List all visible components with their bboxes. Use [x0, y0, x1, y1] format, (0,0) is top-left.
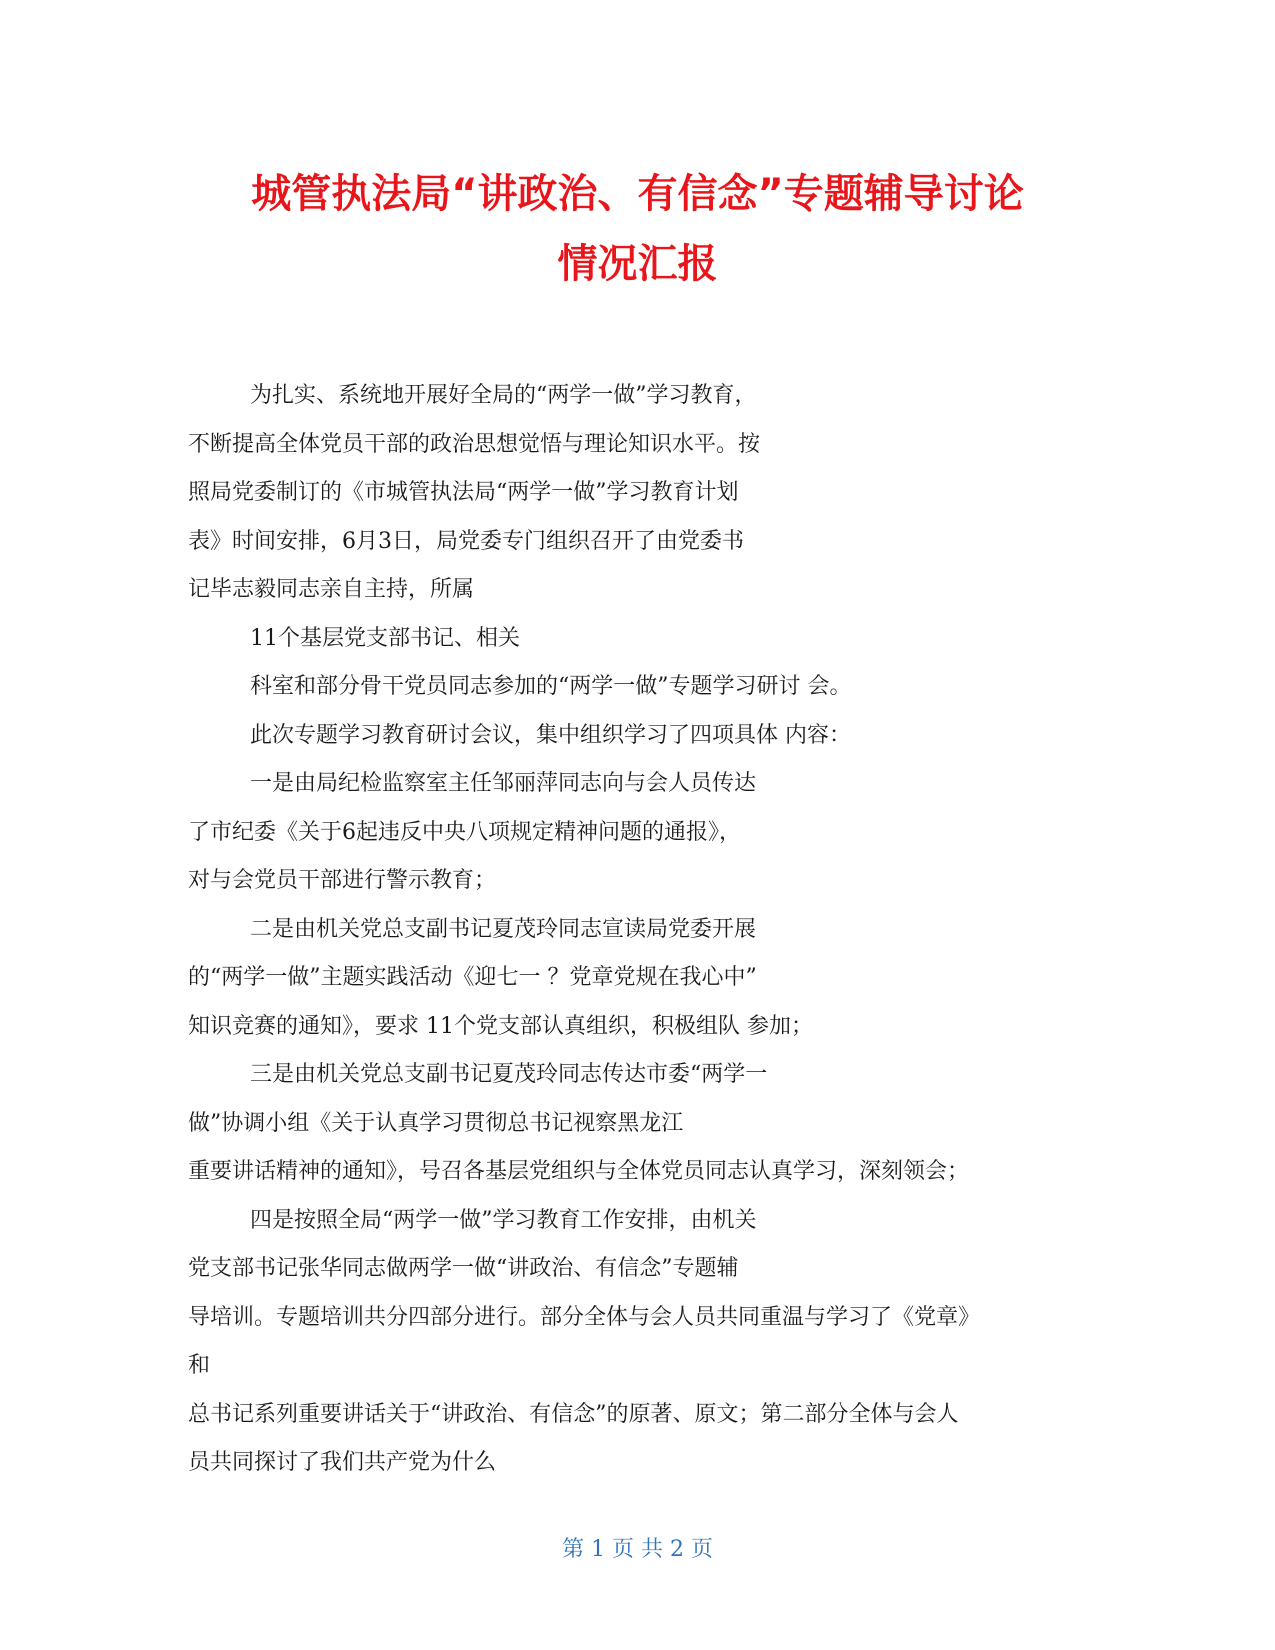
- body-line: 一是由局纪检监察室主任邹丽萍同志向与会人员传达: [250, 771, 757, 796]
- body-line: 知识竞赛的通知》，要求 11个党支部认真组织，积极组队 参加；: [188, 1013, 813, 1039]
- body-line: 重要讲话精神的通知》，号召各基层党组织与全体党员同志认真学习，深刻领会；: [188, 1159, 970, 1184]
- body-line: 照局党委制订的《市城管执法局“两学一做”学习教育计划: [188, 480, 739, 505]
- body-line: 不断提高全体党员干部的政治思想觉悟与理论知识水平。按: [188, 431, 761, 457]
- body-line: 此次专题学习教育研讨会议，集中组织学习了四项具体 内容：: [250, 722, 851, 748]
- page-number-footer: 第 1 页 共 2 页: [562, 1537, 713, 1562]
- body-line: 科室和部分骨干党员同志参加的“两学一做”专题学习研讨 会。: [250, 674, 852, 699]
- body-line: 了市纪委《关于6起违反中央八项规定精神问题的通报》，: [188, 819, 741, 845]
- document-body: [188, 372, 1088, 1488]
- body-line: 三是由机关党总支副书记夏茂玲同志传达市委“两学一: [250, 1062, 768, 1087]
- body-line: 党支部书记张华同志做两学一做“讲政治、有信念”专题辅: [188, 1256, 739, 1281]
- body-line: 和: [188, 1353, 211, 1378]
- body-line: 对与会党员干部进行警示教育；: [188, 868, 497, 893]
- body-line: 11个基层党支部书记、相关: [250, 625, 520, 651]
- body-line: 四是按照全局“两学一做”学习教育工作安排，由机关: [250, 1207, 757, 1233]
- body-line: 员共同探讨了我们共产党为什么: [188, 1450, 497, 1475]
- body-line: 记毕志毅同志亲自主持，所属: [188, 577, 475, 602]
- document-title-line-2: 情况汇报: [557, 241, 718, 287]
- body-line: 导培训。专题培训共分四部分进行。部分全体与会人员共同重温与学习了《党章》: [188, 1304, 981, 1330]
- document-title-line-1: 城管执法局“讲政治、有信念”专题辅导讨论: [251, 171, 1024, 217]
- body-line: 做”协调小组《关于认真学习贯彻总书记视察黑龙江: [188, 1110, 684, 1136]
- body-line: 二是由机关党总支副书记夏茂玲同志宣读局党委开展: [250, 916, 757, 942]
- body-line: 为扎实、系统地开展好全局的“两学一做”学习教育，: [250, 383, 757, 408]
- body-line: 的“两学一做”主题实践活动《迎七一 ？党章党规在我心中”: [188, 965, 757, 990]
- body-line: 表》时间安排，6月3日，局党委专门组织召开了由党委书: [188, 528, 744, 554]
- body-line: 总书记系列重要讲话关于“讲政治、有信念”的原著、原文；第二部分全体与会人: [188, 1401, 959, 1427]
